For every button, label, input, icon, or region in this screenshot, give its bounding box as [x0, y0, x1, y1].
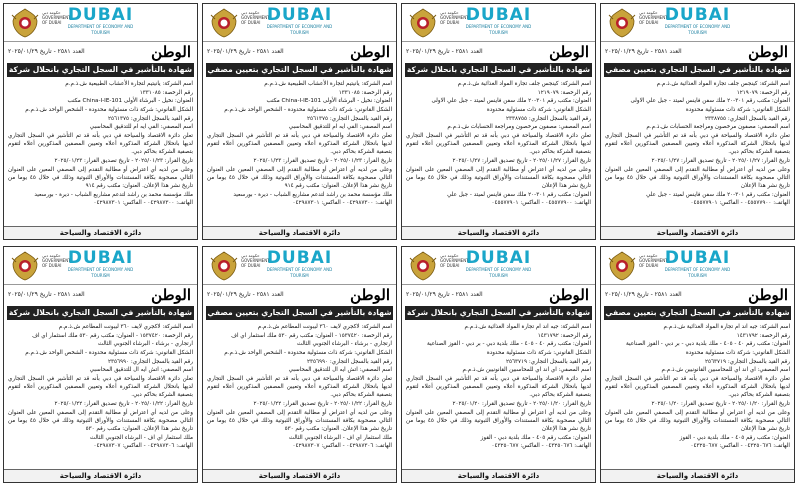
notice-line: اسم الشركة: لاكجري لايف ٣٦٠ ليبونت المطاعم ش.ذ.م.م — [257, 324, 392, 330]
notice-line: وعلى من لديه أي اعتراض أو مطالبة التقدم إلى المصفي المعين على العنوان التالي مصحوبة بكافة المستندات والأوراق الثبوتية وذلك في خلال ٤٥ يوما من تاريخ نشر هذا الإعلان — [406, 166, 591, 189]
notice-footer: دائرة الاقتصاد والسياحة — [4, 226, 197, 239]
notice-title: شهادة بالتأشير في السجل التجاري بانحلال شركة — [405, 63, 592, 77]
notice-header — [4, 4, 197, 42]
notice-title: شهادة بالتأشير في السجل التجاري بتعيين مصفي — [604, 306, 791, 320]
issue-number: العدد ٢٥٨١ - تاريخ ٢٠٢٥/٠١/٢٩ — [8, 48, 85, 55]
notice-body — [601, 78, 794, 207]
notice-line: تعلن دائرة الاقتصاد والسياحة في دبي بأنه قد تم التأشير في السجل التجاري لديها بانحلال الشركة المذكورة أعلاه وتعيين المصفين المذكورين أعلاه لتقوم بتصفية الشركة بحاكم دبي. — [406, 376, 591, 399]
notice-footer: دائرة الاقتصاد والسياحة — [402, 226, 595, 239]
newspaper-name: الوطن — [151, 43, 191, 61]
notice-body — [4, 321, 197, 450]
gov-line-en: GOVERNMENT OF DUBAI — [241, 258, 270, 268]
newspaper-row — [203, 285, 396, 305]
notice-line: تعلن دائرة الاقتصاد والسياحة في دبي بأنه قد تم التأشير في السجل التجاري لديها بانحلال الشركة المذكورة أعلاه وتعيين المصفين المذكورين أعلاه لتقوم بتصفية الشركة بحاكم دبي. — [207, 376, 392, 399]
notice-line: وعلى من لديه أي اعتراض أو مطالبة التقدم إلى المصفي المعين على العنوان التالي مصحوبة بكافة المستندات والأوراق الثبوتية وذلك في خلال ٤٥ يوما من تاريخ نشر هذا الإعلان. العنوان: مكتب رقم ٩١٤ — [8, 166, 193, 189]
notice-line: العنوان: مكتب رقم ٤٠٥ - ملك بلدية دبي - القوز — [679, 434, 790, 441]
notice-line: الهاتف: ٠٤٥٥٧٧٩٠٠ - الفاكس: ٠٤٥٥٧٧٩٠١ — [491, 200, 591, 207]
dubai-logo — [61, 250, 141, 279]
dubai-wordmark: DUBAI — [664, 248, 731, 268]
notice-header — [4, 247, 197, 285]
notice-line: رقم القيد بالسجل التجاري: ٢٥٦٣٧١٩ — [506, 358, 591, 365]
notice-line: ارتجاري - برشاء - البرشاء الجنوبي الثالث — [296, 341, 392, 348]
notice-body — [601, 321, 794, 450]
notice-header — [402, 4, 595, 42]
notice-title: شهادة بالتأشير في السجل التجاري بانحلال شركة — [7, 63, 194, 77]
newspaper-name: الوطن — [151, 286, 191, 304]
notice-line: العنوان: نخيل - البرشاء الأولى China-I-IE-101 مكتب — [266, 98, 392, 105]
notice-line: اسم المصفي: اي اند اي للمحاسبين القانونيين ش.ذ.م.م — [462, 367, 591, 374]
notice-line: رقم الرخصة: ١٣٣١٠٨٥ — [139, 89, 193, 96]
notice-line: رقم الرخصة: ١٥٣٧٤٢٠ - العنوان: مكتب رقم ٥٣٠ ملك استثمار اي اف — [32, 332, 193, 339]
notice-card — [401, 246, 596, 483]
notice-line: العنوان: نخيل - البرشاء الأولى China-I-IE-101 مكتب — [67, 98, 193, 105]
dubai-subtitle: DEPARTMENT OF ECONOMY AND TOURISM — [664, 267, 731, 278]
notice-line: الشكل القانوني: شركة ذات مسئولية محدودة - الشخص الواحد ش.ذ.م.م — [25, 350, 193, 357]
newspaper-row — [4, 285, 197, 305]
notice-line: رقم القيد بالسجل التجاري: ٢٥٦٣٧١٩ — [705, 358, 790, 365]
uae-emblem-icon — [10, 7, 40, 39]
gov-line-en: GOVERNMENT OF DUBAI — [639, 258, 668, 268]
dubai-wordmark: DUBAI — [266, 248, 333, 268]
notice-line: تعلن دائرة الاقتصاد والسياحة في دبي بأنه قد تم التأشير في السجل التجاري لديها بانحلال الشركة المذكورة أعلاه وتعيين المصفين المذكورين أعلاه لتقوم بتصفية الشركة بحاكم دبي. — [406, 133, 591, 156]
notice-title: شهادة بالتأشير في السجل التجاري بتعيين مصفي — [604, 63, 791, 77]
notice-line: الهاتف: ٠٤٢٩٨٧٣٠٦ - الفاكس: ٠٤٢٩٨٧٣٠٧ — [93, 443, 193, 450]
uae-emblem-icon — [10, 250, 40, 282]
uae-emblem-icon — [408, 7, 438, 39]
notice-card — [3, 246, 198, 483]
notice-line: رقم الرخصة: ١٢١٩٠٧٩ — [537, 89, 591, 96]
notice-line: الهاتف: ٠٤٢٩٨٧٣٠٠ - الفاكس: ٠٤٢٩٨٧٣٠١ — [292, 200, 392, 207]
notice-body — [402, 78, 595, 207]
notice-line: تاريخ القرار: ٢٠٢٥/٠١/٢٠ - تاريخ تصديق القرار: ٢٠٢٥/٠١/٢٠ — [452, 401, 591, 407]
notice-line: الهاتف: ٠٤٢٩٨٧٣٠٠ - الفاكس: ٠٤٢٩٨٧٣٠١ — [93, 200, 193, 207]
issue-number: العدد ٢٥٨١ - تاريخ ٢٠٢٥/٠١/٢٩ — [207, 291, 284, 298]
notice-line: تاريخ القرار: ٢٠٢٥/٠١/٢٣ - تاريخ تصديق القرار: ٢٠٢٥/٠١/٢٣ — [54, 158, 193, 164]
issue-number: العدد ٢٥٨١ - تاريخ ٢٠٢٥/٠١/٢٩ — [8, 291, 85, 298]
notice-line: رقم الرخصة: ١٤٣١٧٩٢ — [537, 332, 591, 339]
notice-line: اسم الشركة: يانيتيم لتجارة الأعشاب الطبيعية ش.ذ.م.م — [264, 81, 392, 87]
notice-footer: دائرة الاقتصاد والسياحة — [203, 226, 396, 239]
dubai-wordmark: DUBAI — [67, 5, 134, 25]
notice-line: تعلن دائرة الاقتصاد والسياحة في دبي بأنه قد تم التأشير في السجل التجاري لديها بانحلال الشركة المذكورة أعلاه وتعيين المصفين المذكورين أعلاه لتقوم بتصفية الشركة بحاكم دبي. — [8, 376, 193, 399]
notice-line: وعلى من لديه أي اعتراض أو مطالبة التقدم إلى المصفي المعين على العنوان التالي مصحوبة بكافة المستندات والأوراق الثبوتية وذلك في خلال ٤٥ يوما من تاريخ نشر هذا الإعلان — [605, 409, 790, 432]
notice-line: رقم الرخصة: ١٤٣١٧٩٢ — [736, 332, 790, 339]
gov-line-ar: حكومة دبي — [241, 253, 260, 258]
notice-line: رقم القيد بالسجل التجاري: ٢٥٦١٣٧٥ — [108, 115, 193, 122]
dubai-wordmark: DUBAI — [67, 248, 134, 268]
notice-card — [3, 3, 198, 240]
notice-line: اسم المصفي: اتش ايه ال للتدقيق المحاسبي — [288, 367, 392, 374]
notice-line: العنوان: مكتب رقم ٤٠ - ٤٠٥ - ملك بلدية دبي - بر دبي - القوز الصناعية — [626, 341, 790, 348]
notice-line: ملك استثمار اي اف - البرشاء الجنوبي الثالث — [89, 434, 193, 441]
notice-line: اسم المصفي: اي اند اي للمحاسبين القانونيين ش.ذ.م.م — [661, 367, 790, 374]
notice-line: الهاتف: ٠٤٢٩٨٧٣٠٦ - الفاكس: ٠٤٢٩٨٧٣٠٧ — [292, 443, 392, 450]
notice-line: رقم القيد بالسجل التجاري: ٢٣٥٦٩٩٠ — [108, 358, 193, 365]
gov-line-ar: حكومة دبي — [241, 10, 260, 15]
notice-line: ملك مؤسسة محمد بن راشد لتدعم مشاريع الشباب - ديرة - بورسعيد — [233, 191, 392, 198]
notice-line: ملك مؤسسة محمد بن راشد لتدعم مشاريع الشباب - ديرة - بورسعيد — [34, 191, 193, 198]
notice-line: رقم الرخصة: ١٥٣٧٤٢٠ - العنوان: مكتب رقم ٥٣٠ ملك استثمار اي اف — [231, 332, 392, 339]
dubai-subtitle: DEPARTMENT OF ECONOMY AND TOURISM — [465, 24, 532, 35]
notice-line: رقم القيد بالسجل التجاري: ٢٥٦١٣٧٥ — [307, 115, 392, 122]
notice-line: العنوان: مكتب رقم ٣٠١-٢٠ ملك سفن فاينس لميتد - جبل علي الاولى — [630, 98, 790, 105]
notice-line: الشكل القانوني: شركة ذات مسئولية محدودة - الشخص الواحد ش.ذ.م.م — [224, 350, 392, 357]
notice-line: ارتجاري - برشاء - البرشاء الجنوبي الثالث — [97, 341, 193, 348]
notice-footer: دائرة الاقتصاد والسياحة — [402, 469, 595, 482]
notice-footer: دائرة الاقتصاد والسياحة — [601, 226, 794, 239]
notice-line: وعلى من لديه أي اعتراض أو مطالبة التقدم إلى المصفي المعين على العنوان التالي مصحوبة بكافة المستندات والأوراق الثبوتية وذلك في خلال ٤٥ يوما من تاريخ نشر هذا الإعلان. العنوان: مكتب رقم ٩١٤ — [207, 166, 392, 189]
newspaper-row — [601, 42, 794, 62]
notice-line: العنوان: مكتب رقم ٤٠٥ - ملك بلدية دبي - القوز — [480, 434, 591, 441]
notice-line: رقم القيد بالسجل التجاري: ٢٣٣٨٧٥٥ — [705, 115, 790, 122]
newspaper-name: الوطن — [350, 43, 390, 61]
gov-line-ar: حكومة دبي — [440, 253, 459, 258]
dubai-logo — [459, 250, 539, 279]
notice-line: اسم الشركة: جيه اند ام تجارة المواد الغذائية ش.ذ.م.م — [464, 324, 591, 330]
notice-line: رقم القيد بالسجل التجاري: ٢٣٣٨٧٥٥ — [506, 115, 591, 122]
notice-line: تاريخ القرار: ٢٠٢٥/٠١/٢٢ - تاريخ تصديق القرار: ٢٠٢٥/٠١/٢٢ — [54, 401, 193, 407]
dubai-wordmark: DUBAI — [465, 248, 532, 268]
dubai-wordmark: DUBAI — [664, 5, 731, 25]
notice-card — [401, 3, 596, 240]
uae-emblem-icon — [607, 7, 637, 39]
dubai-subtitle: DEPARTMENT OF ECONOMY AND TOURISM — [67, 267, 134, 278]
issue-number: العدد ٢٥٨١ - تاريخ ٢٠٢٥/٠١/٢٩ — [605, 291, 682, 298]
dubai-logo — [61, 7, 141, 36]
notice-line: الشكل القانوني: شركة ذات مسئولية محدودة — [685, 107, 790, 114]
notice-line: اسم الشركة: جيه اند ام تجارة المواد الغذائية ش.ذ.م.م — [663, 324, 790, 330]
notice-line: اسم الشركة: يانيتيم لتجارة الأعشاب الطبيعية ش.ذ.م.م — [65, 81, 193, 87]
notice-line: الشكل القانوني: شركة ذات مسئولية محدودة — [685, 350, 790, 357]
newspaper-name: الوطن — [350, 286, 390, 304]
notice-line: تعلن دائرة الاقتصاد والسياحة في دبي بأنه قد تم التأشير في السجل التجاري لديها بانحلال الشركة المذكورة أعلاه وتعيين المصفين المذكورين أعلاه لتقوم بتصفية الشركة بحاكم دبي. — [207, 133, 392, 156]
dubai-subtitle: DEPARTMENT OF ECONOMY AND TOURISM — [67, 24, 134, 35]
notice-line: الشكل القانوني: شركة ذات مسئولية محدودة — [486, 107, 591, 114]
notice-line: وعلى من لديه أي اعتراض أو مطالبة التقدم إلى المصفي المعين على العنوان التالي مصحوبة بكافة المستندات والأوراق الثبوتية وذلك في خلال ٤٥ يوما من تاريخ نشر هذا الإعلان. العنوان: مكتب رقم ٥٣٠ — [8, 409, 193, 432]
gov-line-en: GOVERNMENT OF DUBAI — [241, 15, 270, 25]
notice-line: اسم المصفي: مصفون مرخصون ومراجعة الحسابات ش.ذ.م.م — [646, 124, 790, 131]
notice-line: تاريخ القرار: ٢٠٢٥/٠١/٢٠ - تاريخ تصديق القرار: ٢٠٢٥/٠١/٢٠ — [651, 401, 790, 407]
notice-title: شهادة بالتأشير في السجل التجاري بتعيين مصفي — [206, 63, 393, 77]
notice-line: وعلى من لديه أي اعتراض أو مطالبة التقدم إلى المصفي المعين على العنوان التالي مصحوبة بكافة المستندات والأوراق الثبوتية وذلك في خلال ٤٥ يوما من تاريخ نشر هذا الإعلان — [605, 166, 790, 189]
uae-emblem-icon — [408, 250, 438, 282]
newspaper-name: الوطن — [748, 286, 788, 304]
issue-number: العدد ٢٥٨١ - تاريخ ٢٠٢٥/٠١/٢٩ — [605, 48, 682, 55]
notice-line: اسم الشركة: كينجس جلف تجارة المواد الغذائية ش.ذ.م.م — [656, 81, 790, 87]
notice-line: الشكل القانوني: شركة ذات مسئولية محدودة - الشخص الواحد ش.ذ.م.م — [224, 107, 392, 114]
notice-line: الهاتف: ٠٤٣٢٥٠٦٧٦ - الفاكس: ٠٤٣٢٥٠٦٧٧ — [491, 443, 591, 450]
notice-line: اسم المصفي: الفي ايه ام للتدقيق المحاسبي — [89, 124, 193, 131]
notice-body — [203, 78, 396, 207]
notice-line: الهاتف: ٠٤٣٢٥٠٦٧٦ - الفاكس: ٠٤٣٢٥٠٦٧٧ — [690, 443, 790, 450]
notice-line: رقم القيد بالسجل التجاري: ٢٣٥٦٩٩٠ — [307, 358, 392, 365]
notice-line: اسم الشركة: كينجس جلف تجارة المواد الغذائية ش.ذ.م.م — [457, 81, 591, 87]
notice-line: العنوان: مكتب رقم ٣٠١-٢٠ ملك سفن فاينس لميتد - جبل علي — [646, 191, 790, 198]
dubai-logo — [658, 7, 738, 36]
notice-line: ملك استثمار اي اف - البرشاء الجنوبي الثالث — [288, 434, 392, 441]
dubai-wordmark: DUBAI — [266, 5, 333, 25]
notice-footer: دائرة الاقتصاد والسياحة — [4, 469, 197, 482]
newspaper-name: الوطن — [748, 43, 788, 61]
dubai-logo — [260, 7, 340, 36]
uae-emblem-icon — [607, 250, 637, 282]
gov-line-en: GOVERNMENT OF DUBAI — [42, 15, 71, 25]
notice-card — [202, 246, 397, 483]
notice-line: وعلى من لديه أي اعتراض أو مطالبة التقدم إلى المصفي المعين على العنوان التالي مصحوبة بكافة المستندات والأوراق الثبوتية وذلك في خلال ٤٥ يوما من تاريخ نشر هذا الإعلان. العنوان: مكتب رقم ٥٣٠ — [207, 409, 392, 432]
notice-title: شهادة بالتأشير في السجل التجاري بانحلال شركة — [7, 306, 194, 320]
gov-line-ar: حكومة دبي — [42, 10, 61, 15]
gov-line-ar: حكومة دبي — [440, 10, 459, 15]
notice-header — [402, 247, 595, 285]
notices-grid — [3, 3, 797, 483]
notice-line: العنوان: مكتب رقم ٤٠ - ٤٠٥ - ملك بلدية دبي - بر دبي - القوز الصناعية — [427, 341, 591, 348]
newspaper-row — [402, 42, 595, 62]
notice-title: شهادة بالتأشير في السجل التجاري بتعيين مصفي — [206, 306, 393, 320]
issue-number: العدد ٢٥٨١ - تاريخ ٢٠٢٥/٠١/٢٩ — [406, 291, 483, 298]
notice-line: العنوان: مكتب رقم ٣٠١-٢٠ ملك سفن فاينس لميتد - جبل علي الاولى — [431, 98, 591, 105]
dubai-subtitle: DEPARTMENT OF ECONOMY AND TOURISM — [664, 24, 731, 35]
notice-line: الشكل القانوني: شركة ذات مسئولية محدودة - الشخص الواحد ش.ذ.م.م — [25, 107, 193, 114]
dubai-subtitle: DEPARTMENT OF ECONOMY AND TOURISM — [266, 267, 333, 278]
notice-header — [601, 247, 794, 285]
newspaper-row — [203, 42, 396, 62]
notice-header — [203, 247, 396, 285]
notice-card — [600, 3, 795, 240]
notice-line: تعلن دائرة الاقتصاد والسياحة في دبي بأنه قد تم التأشير في السجل التجاري لديها بانحلال الشركة المذكورة أعلاه وتعيين المصفين المذكورين أعلاه لتقوم بتصفية الشركة بحاكم دبي. — [605, 376, 790, 399]
gov-line-en: GOVERNMENT OF DUBAI — [639, 15, 668, 25]
notice-line: الشكل القانوني: شركة ذات مسئولية محدودة — [486, 350, 591, 357]
notice-line: رقم الرخصة: ١٢١٩٠٧٩ — [736, 89, 790, 96]
dubai-logo — [459, 7, 539, 36]
uae-emblem-icon — [209, 250, 239, 282]
notice-footer: دائرة الاقتصاد والسياحة — [601, 469, 794, 482]
notice-line: تاريخ القرار: ٢٠٢٥/٠١/٢٣ - تاريخ تصديق القرار: ٢٠٢٥/٠١/٢٣ — [253, 158, 392, 164]
notice-line: اسم المصفي: اتش ايه ال للتدقيق المحاسبي — [89, 367, 193, 374]
notice-header — [601, 4, 794, 42]
notice-line: الهاتف: ٠٤٥٥٧٧٩٠٠ - الفاكس: ٠٤٥٥٧٧٩٠١ — [690, 200, 790, 207]
dubai-logo — [260, 250, 340, 279]
notice-line: اسم المصفي: الفي ايه ام للتدقيق المحاسبي — [288, 124, 392, 131]
notice-line: تاريخ القرار: ٢٠٢٥/٠١/٢٢ - تاريخ تصديق القرار: ٢٠٢٥/٠١/٢٢ — [253, 401, 392, 407]
newspaper-name: الوطن — [549, 43, 589, 61]
notice-line: اسم الشركة: لاكجري لايف ٣٦٠ ليبونت المطاعم ش.ذ.م.م — [58, 324, 193, 330]
dubai-wordmark: DUBAI — [465, 5, 532, 25]
notice-line: تاريخ القرار: ٢٠٢٥/٠١/٢٧ - تاريخ تصديق القرار: ٢٠٢٥/٠١/٢٧ — [651, 158, 790, 164]
dubai-subtitle: DEPARTMENT OF ECONOMY AND TOURISM — [266, 24, 333, 35]
gov-line-en: GOVERNMENT OF DUBAI — [42, 258, 71, 268]
uae-emblem-icon — [209, 7, 239, 39]
notice-body — [402, 321, 595, 450]
notice-footer: دائرة الاقتصاد والسياحة — [203, 469, 396, 482]
issue-number: العدد ٢٥٨١ - تاريخ ٢٠٢٥/٠١/٢٩ — [207, 48, 284, 55]
newspaper-row — [4, 42, 197, 62]
gov-line-ar: حكومة دبي — [42, 253, 61, 258]
notice-card — [600, 246, 795, 483]
notice-line: تاريخ القرار: ٢٠٢٥/٠١/٢٧ - تاريخ تصديق القرار: ٢٠٢٥/٠١/٢٧ — [452, 158, 591, 164]
notice-line: وعلى من لديه أي اعتراض أو مطالبة التقدم إلى المصفي المعين على العنوان التالي مصحوبة بكافة المستندات والأوراق الثبوتية وذلك في خلال ٤٥ يوما من تاريخ نشر هذا الإعلان — [406, 409, 591, 432]
gov-line-ar: حكومة دبي — [639, 10, 658, 15]
notice-line: تعلن دائرة الاقتصاد والسياحة في دبي بأنه قد تم التأشير في السجل التجاري لديها بانحلال الشركة المذكورة أعلاه وتعيين المصفين المذكورين أعلاه لتقوم بتصفية الشركة بحاكم دبي. — [605, 133, 790, 156]
dubai-logo — [658, 250, 738, 279]
notice-body — [203, 321, 396, 450]
notice-card — [202, 3, 397, 240]
notice-title: شهادة بالتأشير في السجل التجاري بانحلال شركة — [405, 306, 592, 320]
notice-line: رقم الرخصة: ١٣٣١٠٨٥ — [338, 89, 392, 96]
notice-line: العنوان: مكتب رقم ٣٠١-٢٠ ملك سفن فاينس لميتد - جبل علي — [447, 191, 591, 198]
notice-line: اسم المصفي: مصفون مرخصون ومراجعة الحسابات ش.ذ.م.م — [447, 124, 591, 131]
gov-line-en: GOVERNMENT OF DUBAI — [440, 15, 469, 25]
gov-line-ar: حكومة دبي — [639, 253, 658, 258]
notice-header — [203, 4, 396, 42]
newspaper-row — [402, 285, 595, 305]
gov-line-en: GOVERNMENT OF DUBAI — [440, 258, 469, 268]
dubai-subtitle: DEPARTMENT OF ECONOMY AND TOURISM — [465, 267, 532, 278]
notice-body — [4, 78, 197, 207]
issue-number: العدد ٢٥٨١ - تاريخ ٢٠٢٥/٠١/٢٩ — [406, 48, 483, 55]
newspaper-name: الوطن — [549, 286, 589, 304]
notice-line: تعلن دائرة الاقتصاد والسياحة في دبي بأنه قد تم التأشير في السجل التجاري لديها بانحلال الشركة المذكورة أعلاه وتعيين المصفين المذكورين أعلاه لتقوم بتصفية الشركة بحاكم دبي. — [8, 133, 193, 156]
newspaper-row — [601, 285, 794, 305]
